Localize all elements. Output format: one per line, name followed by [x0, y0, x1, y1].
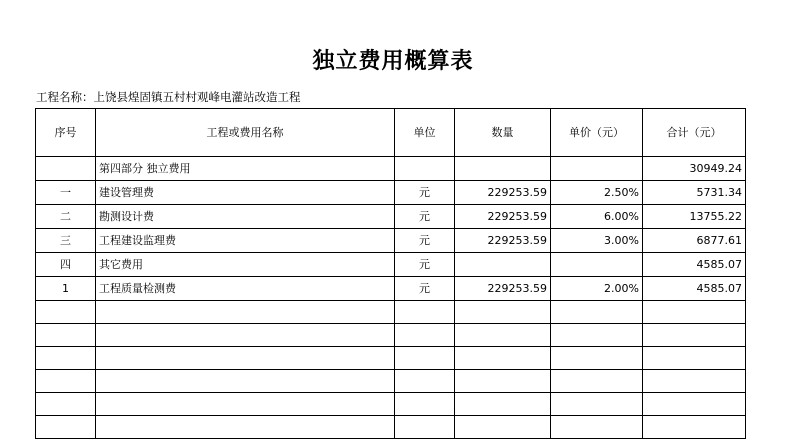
cell-unit-price: [551, 324, 643, 347]
cell-item-name: [96, 370, 395, 393]
cell-item-name: [96, 416, 395, 439]
cell-index: 一: [36, 181, 96, 205]
cell-index: 1: [36, 277, 96, 301]
cell-unit-price: [551, 301, 643, 324]
cell-item-name: [96, 393, 395, 416]
cost-table: [35, 108, 746, 439]
cell-unit-price: 2.50%: [551, 181, 643, 205]
cell-item-name: 工程质量检测费: [96, 277, 395, 301]
cell-unit-price: 2.00%: [551, 277, 643, 301]
cell-unit-price: 6.00%: [551, 205, 643, 229]
table-row: [36, 205, 746, 229]
cell-unit-price: [551, 416, 643, 439]
header-quantity: 数量: [455, 109, 551, 157]
cell-quantity: [455, 157, 551, 181]
header-item-name: 工程或费用名称: [96, 109, 395, 157]
cell-index: 三: [36, 229, 96, 253]
cell-unit: [395, 416, 455, 439]
cell-quantity: [455, 301, 551, 324]
cell-quantity: [455, 393, 551, 416]
cell-unit: 元: [395, 277, 455, 301]
cell-item-name: 勘测设计费: [96, 205, 395, 229]
cell-unit: 元: [395, 253, 455, 277]
cell-total: [643, 370, 746, 393]
cell-quantity: 229253.59: [455, 181, 551, 205]
cell-item-name: 第四部分 独立费用: [96, 157, 395, 181]
cell-unit: 元: [395, 181, 455, 205]
header-total: 合计（元）: [643, 109, 746, 157]
cell-total: 5731.34: [643, 181, 746, 205]
cell-unit-price: [551, 393, 643, 416]
cell-unit: [395, 157, 455, 181]
cell-quantity: 229253.59: [455, 277, 551, 301]
header-unit: 单位: [395, 109, 455, 157]
cell-unit-price: [551, 347, 643, 370]
cell-unit: [395, 301, 455, 324]
cell-item-name: 工程建设监理费: [96, 229, 395, 253]
cell-item-name: 建设管理费: [96, 181, 395, 205]
cell-unit: [395, 370, 455, 393]
table-row: [36, 181, 746, 205]
page-title: 独立费用概算表: [312, 48, 474, 74]
cell-total: 13755.22: [643, 205, 746, 229]
cell-total: [643, 347, 746, 370]
table-row: [36, 324, 746, 347]
cell-index: 二: [36, 205, 96, 229]
cell-index: [36, 370, 96, 393]
header-index: 序号: [36, 109, 96, 157]
cell-unit: [395, 393, 455, 416]
table-row: [36, 347, 746, 370]
cell-index: [36, 301, 96, 324]
cell-total: 4585.07: [643, 277, 746, 301]
project-name-line: 工程名称：上饶县煌固镇五村村观峰电灌站改造工程: [36, 90, 301, 104]
cell-item-name: 其它费用: [96, 253, 395, 277]
cell-total: [643, 301, 746, 324]
cell-index: [36, 347, 96, 370]
cell-unit-price: [551, 370, 643, 393]
cell-index: [36, 393, 96, 416]
cell-quantity: 229253.59: [455, 205, 551, 229]
cell-total: 4585.07: [643, 253, 746, 277]
cell-total: 30949.24: [643, 157, 746, 181]
cell-total: [643, 324, 746, 347]
table-row: [36, 301, 746, 324]
header-unit-price: 单价（元）: [551, 109, 643, 157]
cell-quantity: [455, 370, 551, 393]
cell-total: [643, 393, 746, 416]
cell-index: [36, 324, 96, 347]
table-row: [36, 370, 746, 393]
cell-unit-price: [551, 157, 643, 181]
cell-unit-price: [551, 253, 643, 277]
cell-item-name: [96, 347, 395, 370]
cell-index: 四: [36, 253, 96, 277]
cell-unit: [395, 347, 455, 370]
table-row: [36, 277, 746, 301]
cell-item-name: [96, 324, 395, 347]
cell-quantity: [455, 416, 551, 439]
cell-quantity: [455, 253, 551, 277]
cell-unit: [395, 324, 455, 347]
cell-index: [36, 416, 96, 439]
table-row: [36, 157, 746, 181]
cell-unit: 元: [395, 205, 455, 229]
cell-quantity: [455, 347, 551, 370]
table-row: [36, 393, 746, 416]
cell-unit: 元: [395, 229, 455, 253]
cell-unit-price: 3.00%: [551, 229, 643, 253]
table-header-row: [36, 109, 746, 157]
cell-total: [643, 416, 746, 439]
cell-item-name: [96, 301, 395, 324]
cell-total: 6877.61: [643, 229, 746, 253]
cell-quantity: [455, 324, 551, 347]
table-row: [36, 416, 746, 439]
cell-quantity: 229253.59: [455, 229, 551, 253]
cell-index: [36, 157, 96, 181]
table-row: [36, 253, 746, 277]
table-row: [36, 229, 746, 253]
